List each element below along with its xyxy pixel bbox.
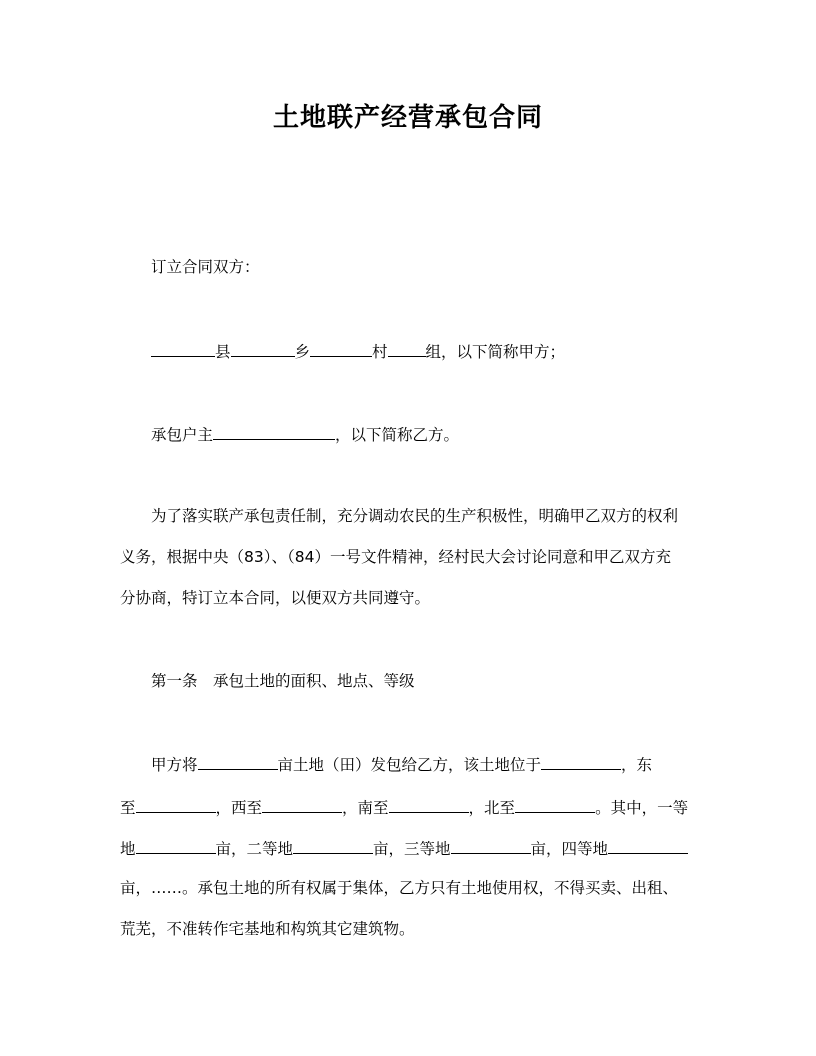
party-b-prefix: 承包户主: [151, 426, 214, 444]
text-segment: 亩，二等地: [215, 840, 294, 858]
north-blank[interactable]: [515, 795, 595, 813]
parties-intro: 订立合同双方：: [151, 258, 260, 276]
township-label: 乡: [294, 343, 311, 361]
village-label: 村: [372, 343, 388, 361]
county-label: 县: [215, 343, 231, 361]
group-blank[interactable]: [388, 339, 426, 357]
location-blank[interactable]: [541, 752, 621, 770]
text-segment: ，东: [621, 756, 653, 774]
householder-blank[interactable]: [213, 422, 335, 440]
party-a-line: [151, 339, 565, 363]
text-segment: ，南至: [342, 799, 389, 817]
party-b-suffix: ，以下简称乙方。: [335, 426, 460, 444]
article-1-line-1: [151, 752, 652, 776]
text-segment: ，北至: [468, 799, 516, 817]
area-blank[interactable]: [198, 752, 278, 770]
text-segment: 亩土地（田）发包给乙方，该土地位于: [277, 756, 542, 774]
county-blank[interactable]: [151, 339, 215, 357]
text-segment: 。其中，一等: [595, 799, 689, 817]
group-label: 组，以下简称甲方；: [425, 343, 566, 361]
party-b-line: [151, 422, 459, 446]
preamble-line-2: 义务，根据中央（83）、（84）一号文件精神，经村民大会讨论同意和甲乙双方充: [120, 548, 671, 566]
west-blank[interactable]: [262, 795, 342, 813]
text-segment: 亩，三等地: [373, 840, 451, 858]
article-1-line-2: [120, 795, 688, 819]
article-1-line-4: 亩，……。承包土地的所有权属于集体，乙方只有土地使用权，不得买卖、出租、: [120, 879, 679, 897]
text-segment: 亩，四等地: [530, 840, 609, 858]
preamble-line-1: 为了落实联产承包责任制，充分调动农民的生产积极性，明确甲乙双方的权利: [151, 507, 679, 525]
grade-3-blank[interactable]: [451, 836, 531, 854]
text-segment: 至: [120, 799, 136, 817]
grade-1-blank[interactable]: [136, 836, 216, 854]
text-segment: 甲方将: [151, 756, 198, 774]
grade-2-blank[interactable]: [293, 836, 373, 854]
east-blank[interactable]: [136, 795, 216, 813]
document-title: 土地联产经营承包合同: [272, 103, 543, 133]
grade-4-blank[interactable]: [608, 836, 688, 854]
text-segment: 地: [120, 840, 136, 858]
south-blank[interactable]: [389, 795, 469, 813]
article-1-heading: 第一条 承包土地的面积、地点、等级: [151, 672, 415, 690]
preamble-line-3: 分协商，特订立本合同，以便双方共同遵守。: [120, 589, 431, 607]
village-blank[interactable]: [310, 339, 372, 357]
article-1-line-5: 荒芜，不准转作宅基地和构筑其它建筑物。: [120, 920, 415, 938]
article-1-line-3: [120, 836, 688, 860]
text-segment: ，西至: [215, 799, 263, 817]
township-blank[interactable]: [231, 339, 295, 357]
